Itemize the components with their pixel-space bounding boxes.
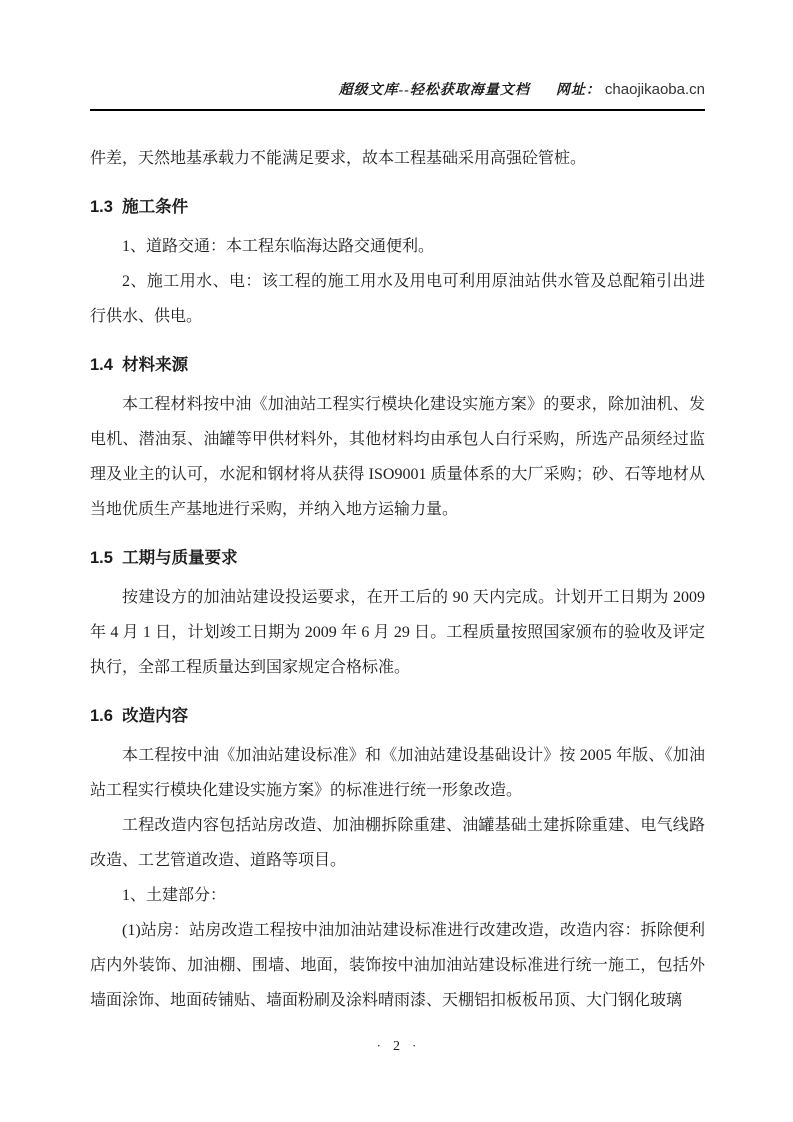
page-number: 2 xyxy=(393,1039,400,1054)
footer-right-dot: · xyxy=(412,1038,417,1053)
body-paragraph: (1)站房：站房改造工程按中油加油站建设标准进行改建改造，改造内容：拆除便利店内外装饰、加油棚、围墙、地面，装饰按中油加油站建设标准进行统一施工，包括外墙面涂饰、地面砖铺贴、墙面粉刷及涂料晴雨漆、天棚铝扣板板吊顶、大门钢化玻璃 xyxy=(90,922,705,1009)
body-paragraph: 按建设方的加油站建设投运要求，在开工后的 90 天内完成。计划开工日期为 2009 年 4 月 1 日，计划竣工日期为 2009 年 6 月 29 日。工程质量按照国家颁布的验收及评定执行，全部工程质量达到国家规定合格标准。 xyxy=(90,589,709,676)
section-heading-1-3: 1.3 施工条件 xyxy=(90,198,189,216)
header-slogan: 超级文库--轻松获取海量文档 xyxy=(338,83,530,98)
page-footer xyxy=(0,1036,793,1057)
body-paragraph: 本工程材料按中油《加油站工程实行模块化建设实施方案》的要求，除加油机、发电机、潜油泵、油罐等甲供材料外，其他材料均由承包人白行采购，所选产品须经过监理及业主的认可，水泥和钢材将从获得 ISO9001 质量体系的大厂采购；砂、石等地材从当地优质生产基地进行采购，并纳入地方运输力量。 xyxy=(90,396,705,518)
section-heading-1-6: 1.6 改造内容 xyxy=(90,707,189,725)
document-body xyxy=(90,141,709,1018)
section-heading-1-4: 1.4 材料来源 xyxy=(90,356,189,374)
header-url: chaojikaoba.cn xyxy=(604,81,705,98)
body-paragraph: 工程改造内容包括站房改造、加油棚拆除重建、油罐基础土建拆除重建、电气线路改造、工艺管道改造、道路等项目。 xyxy=(90,817,705,869)
body-paragraph-continuation: 件差，天然地基承载力不能满足要求，故本工程基础采用高强砼管桩。 xyxy=(90,150,587,167)
body-paragraph: 1、道路交通：本工程东临海达路交通便利。 xyxy=(122,238,435,255)
footer-left-dot: · xyxy=(376,1038,381,1053)
body-paragraph: 1、土建部分： xyxy=(122,887,227,904)
page-header xyxy=(90,80,705,111)
header-url-label: 网址： xyxy=(555,83,601,98)
body-paragraph: 2、施工用水、电：该工程的施工用水及用电可利用原油站供水管及总配箱引出进行供水、供电。 xyxy=(90,273,705,325)
body-paragraph: 本工程按中油《加油站建设标准》和《加油站建设基础设计》按 2005 年版、《加油站工程实行模块化建设实施方案》的标准进行统一形象改造。 xyxy=(90,747,705,799)
section-heading-1-5: 1.5 工期与质量要求 xyxy=(90,549,238,567)
